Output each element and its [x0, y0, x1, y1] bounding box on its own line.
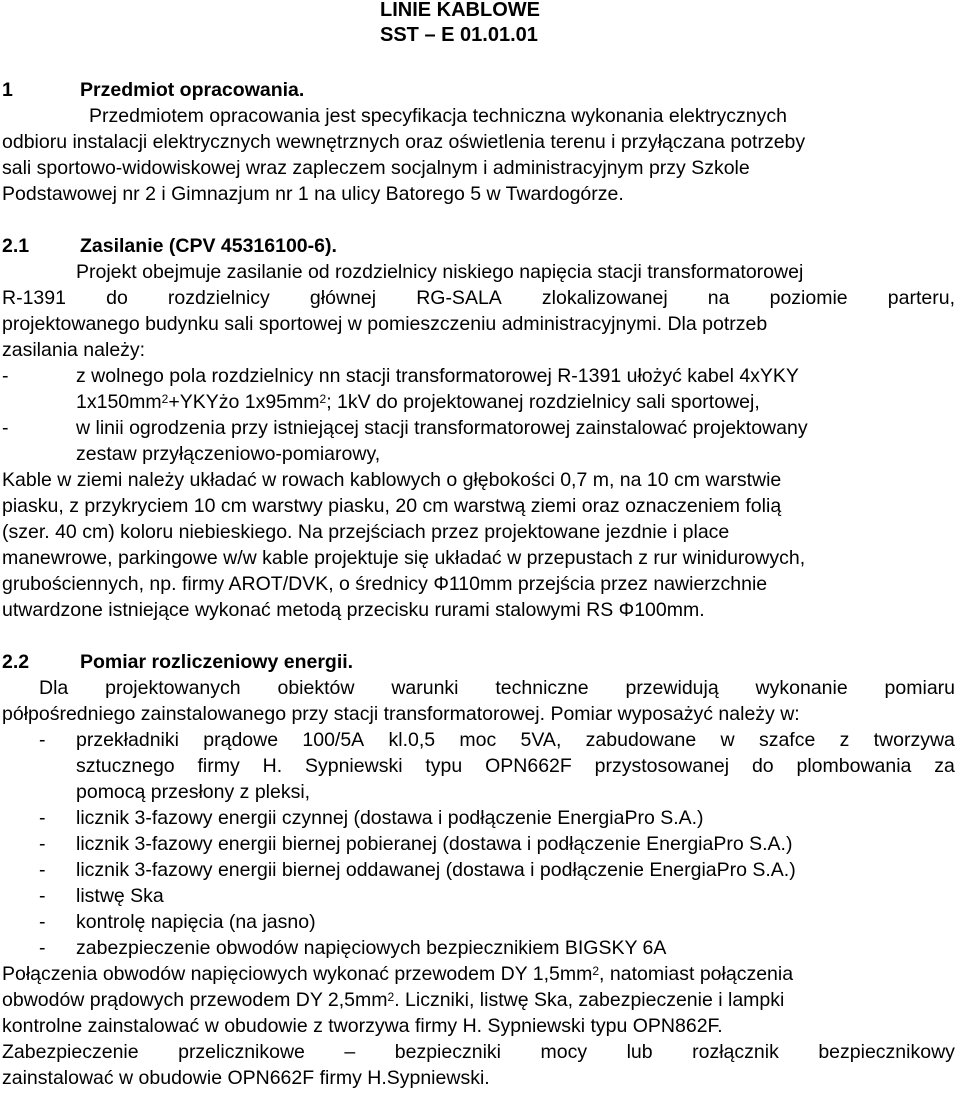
word: H.	[262, 755, 283, 777]
word: do	[106, 287, 128, 309]
paragraph-line: piasku, z przykryciem 10 cm warstwy piasku, 20 cm warstwą ziemi oraz oznaczeniem folią	[2, 495, 782, 517]
word: 100/5A	[302, 729, 365, 751]
paragraph-line: utwardzone istniejące wykonać metodą przecisku rurami stalowymi RS Φ100mm.	[2, 599, 705, 621]
word: tworzywa	[873, 729, 955, 751]
word: warunki	[391, 677, 459, 699]
bullet-text: z wolnego pola rozdzielnicy nn stacji transformatorowej R-1391 ułożyć kabel 4xYKY	[76, 365, 799, 387]
superscript: 2	[387, 990, 395, 1004]
word: Sypniewski	[304, 755, 403, 777]
superscript: 2	[319, 392, 327, 406]
bullet-text: licznik 3-fazowy energii czynnej (dostawa i podłączenie EnergiaPro S.A.)	[76, 807, 704, 829]
paragraph-line: grubościennych, np. firmy AROT/DVK, o średnicy Φ110mm przejścia przez nawierzchnie	[2, 573, 768, 595]
word: Zabezpieczenie	[2, 1041, 139, 1063]
bullet-text-continued: zestaw przyłączeniowo-pomiarowy,	[76, 443, 381, 465]
paragraph-line: Podstawowej nr 2 i Gimnazjum nr 1 na ulicy Batorego 5 w Twardogórze.	[2, 183, 624, 205]
word: wykonanie	[755, 677, 848, 699]
text-span: 1x150mm	[76, 391, 162, 413]
paragraph-line	[2, 987, 784, 1013]
word: głównej	[309, 287, 377, 309]
word: na	[707, 287, 730, 309]
bullet-dash: -	[39, 729, 46, 751]
section-2-1-number: 2.1	[2, 235, 30, 257]
paragraph-line: zasilania należy:	[2, 339, 146, 361]
word: Dla	[39, 677, 69, 699]
word: typu	[425, 755, 463, 777]
bullet-text-continued	[76, 389, 760, 415]
section-2-1-title: Zasilanie (CPV 45316100-6).	[80, 235, 337, 257]
word: mocy	[540, 1041, 588, 1063]
word: pomiaru	[884, 677, 955, 699]
bullet-text: zabezpieczenie obwodów napięciowych bezpiecznikiem BIGSKY 6A	[76, 937, 667, 959]
bullet-text-justified	[76, 727, 955, 753]
word: lub	[626, 1041, 653, 1063]
word: obiektów	[277, 677, 355, 699]
word: do	[751, 755, 774, 777]
word: –	[344, 1041, 356, 1063]
bullet-dash: -	[39, 885, 46, 907]
paragraph-line: manewrowe, parkingowe w/w kable projektuje się układać w przepustach z rur winidurowych,	[2, 547, 806, 569]
word: RG-SALA	[416, 287, 502, 309]
paragraph-line: (szer. 40 cm) koloru niebieskiego. Na przejściach przez projektowane jezdnie i place	[2, 521, 730, 543]
bullet-text: licznik 3-fazowy energii biernej pobieranej (dostawa i podłączenie EnergiaPro S.A.)	[76, 833, 793, 855]
paragraph-line: kontrolne zainstalować w obudowie z tworzywa firmy H. Sypniewski typu OPN862F.	[2, 1015, 723, 1037]
paragraph-line: zainstalować w obudowie OPN662F firmy H.Sypniewski.	[2, 1067, 490, 1089]
word: R-1391	[2, 287, 66, 309]
bullet-text-continued: pomocą przesłony z pleksi,	[76, 781, 311, 803]
section-1-number: 1	[2, 79, 13, 101]
word: przystosowanej	[594, 755, 730, 777]
paragraph-line: Kable w ziemi należy układać w rowach kablowych o głębokości 0,7 m, na 10 cm warstwie	[2, 469, 782, 491]
word: plombowania	[796, 755, 912, 777]
word: przewidują	[625, 677, 719, 699]
word: sztucznego	[76, 755, 175, 777]
bullet-text: listwę Ska	[76, 885, 164, 907]
paragraph-line-justified	[2, 285, 955, 311]
doc-title: LINIE KABLOWE	[380, 0, 540, 21]
text-span: . Liczniki, listwę Ska, zabezpieczenie i lampki	[394, 989, 785, 1011]
word: 5VA,	[520, 729, 562, 751]
text-span: +YKYżo 1x95mm	[168, 391, 320, 413]
section-2-2-number: 2.2	[2, 651, 30, 673]
word: moc	[459, 729, 497, 751]
word: z	[839, 729, 850, 751]
paragraph-line-justified	[39, 675, 955, 701]
bullet-dash: -	[39, 807, 46, 829]
word: przelicznikowe	[178, 1041, 305, 1063]
word: szafce	[758, 729, 816, 751]
word: w	[720, 729, 735, 751]
word: OPN662F	[485, 755, 572, 777]
word: bezpieczniki	[394, 1041, 501, 1063]
word: bezpiecznikowy	[818, 1041, 955, 1063]
word: przekładniki	[76, 729, 179, 751]
doc-code: SST – E 01.01.01	[380, 24, 538, 46]
word: firmy	[197, 755, 240, 777]
bullet-dash: -	[2, 417, 9, 439]
superscript: 2	[592, 964, 600, 978]
paragraph-line: Przedmiotem opracowania jest specyfikacja techniczna wykonania elektrycznych	[89, 105, 787, 127]
paragraph-line: półpośredniego zainstalowanego przy stacji transformatorowej. Pomiar wyposażyć należy w:	[2, 703, 800, 725]
paragraph-line-justified	[2, 1039, 955, 1065]
section-2-2-title: Pomiar rozliczeniowy energii.	[80, 651, 354, 673]
word: techniczne	[495, 677, 589, 699]
word: prądowe	[203, 729, 279, 751]
paragraph-line: odbioru instalacji elektrycznych wewnętrznych oraz oświetlenia terenu i przyłączana potrzeby	[2, 131, 806, 153]
word: parteru,	[887, 287, 955, 309]
paragraph-line: Projekt obejmuje zasilanie od rozdzielnicy niskiego napięcia stacji transformatorowej	[76, 261, 804, 283]
bullet-dash: -	[39, 859, 46, 881]
paragraph-line: projektowanego budynku sali sportowej w pomieszczeniu administracyjnymi. Dla potrzeb	[2, 313, 768, 335]
text-span: , natomiast połączenia	[599, 963, 794, 985]
bullet-text-justified	[76, 753, 955, 779]
word: rozdzielnicy	[167, 287, 270, 309]
word: rozłącznik	[692, 1041, 779, 1063]
bullet-text: w linii ogrodzenia przy istniejącej stacji transformatorowej zainstalować projektowany	[76, 417, 808, 439]
word: zabudowane	[585, 729, 697, 751]
word: kl.0,5	[388, 729, 436, 751]
word: poziomie	[769, 287, 848, 309]
paragraph-line	[2, 961, 793, 987]
bullet-dash: -	[39, 911, 46, 933]
text-span: ; 1kV do projektowanej rozdzielnicy sali sportowej,	[326, 391, 760, 413]
superscript: 2	[161, 392, 169, 406]
bullet-dash: -	[2, 365, 9, 387]
word: zlokalizowanej	[541, 287, 668, 309]
paragraph-line: sali sportowo-widowiskowej wraz zapleczem socjalnym i administracyjnym przy Szkole	[2, 157, 750, 179]
bullet-dash: -	[39, 833, 46, 855]
bullet-text: licznik 3-fazowy energii biernej oddawanej (dostawa i podłączenie EnergiaPro S.A.)	[76, 859, 796, 881]
bullet-text: kontrolę napięcia (na jasno)	[76, 911, 316, 933]
word: projektowanych	[105, 677, 241, 699]
text-span: Połączenia obwodów napięciowych wykonać przewodem DY 1,5mm	[2, 963, 593, 985]
text-span: obwodów prądowych przewodem DY 2,5mm	[2, 989, 388, 1011]
bullet-dash: -	[39, 937, 46, 959]
section-1-title: Przedmiot opracowania.	[80, 79, 305, 101]
word: za	[934, 755, 955, 777]
